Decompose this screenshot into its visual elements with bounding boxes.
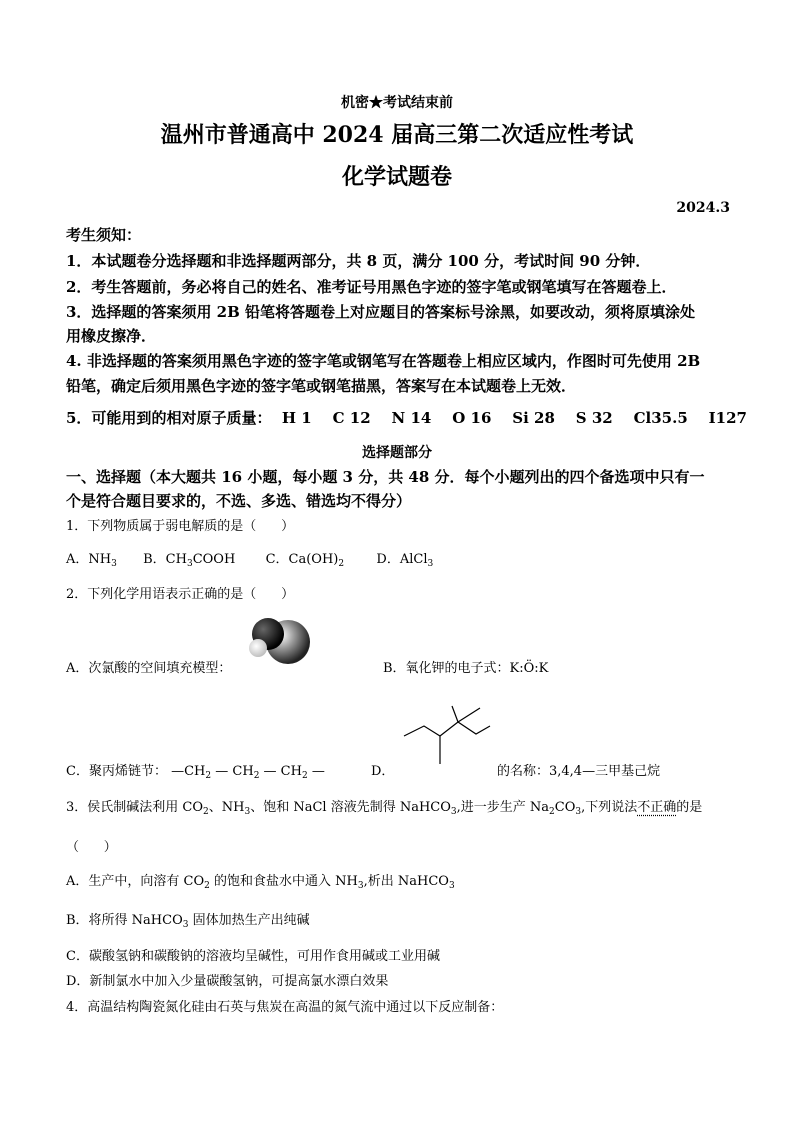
q1-option-c: C．$Ca(OH)_2$ bbox=[265, 552, 345, 569]
q1-option-a: A．$NH_3$ bbox=[66, 552, 117, 569]
notice-item-5: 5．可能用到的相对原子质量： H 1 C 12 N 14 O 16 Si 28 S 32 Cl35.5 I127 bbox=[66, 409, 747, 427]
notice-heading: 考生须知： bbox=[66, 226, 142, 244]
q2-stem: 2．下列化学用语表示正确的是（ ） bbox=[66, 587, 295, 602]
confidential-label: 机密★考试结束前 bbox=[341, 95, 453, 111]
q3-paren: （ ） bbox=[66, 840, 117, 855]
section-title: 选择题部分 bbox=[362, 445, 432, 461]
q2-option-d: D． bbox=[371, 764, 395, 779]
notice-item-1: 1．本试题卷分选择题和非选择题两部分，共 8 页，满分 100 分，考试时间 90 分钟． bbox=[66, 252, 651, 270]
q3-stem: 3．侯氏制碱法利用 $CO_2$、$NH_3$、饱和 NaCl 溶液先制得 NaHCO$_3$,进一步生产 $Na_2CO_3$,下列说法不正确的是 bbox=[66, 800, 703, 817]
q1-option-b: B．$CH_3COOH$ bbox=[143, 552, 236, 569]
section-intro-1: 一、选择题（本大题共 16 小题，每小题 3 分，共 48 分．每个小题列出的四个备选项中只有一 bbox=[66, 468, 705, 486]
skeletal-formula bbox=[398, 700, 498, 770]
exam-subtitle: 化学试题卷 bbox=[341, 164, 452, 190]
notice-item-4-cont: 铅笔，确定后须用黑色字迹的签字笔或钢笔描黑，答案写在本试题卷上无效． bbox=[66, 377, 577, 395]
exam-date: 2024.3 bbox=[676, 200, 730, 216]
section-intro-2: 个是符合题目要求的，不选、多选、错选均不得分） bbox=[66, 492, 412, 510]
notice-item-4: 4. 非选择题的答案须用黑色字迹的签字笔或钢笔写在答题卷上相应区域内，作图时可先使用 2B bbox=[66, 352, 701, 370]
notice-item-2: 2．考生答题前，务必将自己的姓名、准考证号用黑色字迹的签字笔或钢笔填写在答题卷上． bbox=[66, 278, 677, 296]
hclo-space-filling-model bbox=[244, 612, 316, 668]
polypropylene-unit: $—CH_2$ — $CH_2$ — $CH_2$ — bbox=[171, 764, 325, 781]
q2-option-d-name: 的名称：3,4,4—三甲基己烷 bbox=[497, 764, 661, 779]
q2-option-b: B．氧化钾的电子式：K:Ö:K bbox=[383, 661, 549, 676]
notice-item-3-cont: 用橡皮擦净． bbox=[66, 327, 157, 345]
q1-option-d: D．AlCl$_3$ bbox=[376, 552, 434, 569]
q3-option-c: C．碳酸氢钠和碳酸钠的溶液均呈碱性，可用作食用碱或工业用碱 bbox=[66, 949, 440, 964]
q3-option-a: A．生产中，向溶有 $CO_2$ 的饱和食盐水中通入 $NH_3$,析出 NaHCO$_3$ bbox=[66, 874, 455, 891]
q1-stem: 1．下列物质属于弱电解质的是（ ） bbox=[66, 519, 295, 534]
q2-option-c: C．聚丙烯链节： $—CH_2$ — $CH_2$ — $CH_2$ — bbox=[66, 764, 325, 781]
exam-title: 温州市普通高中 2024 届高三第二次适应性考试 bbox=[160, 122, 634, 148]
q2-option-a: A．次氯酸的空间填充模型： bbox=[66, 661, 232, 676]
q3-option-b: B．将所得 NaHCO$_3$ 固体加热生产出纯碱 bbox=[66, 913, 310, 930]
q4-stem: 4．高温结构陶瓷氮化硅由石英与焦炭在高温的氮气流中通过以下反应制备： bbox=[66, 1000, 504, 1015]
q1-options bbox=[66, 548, 433, 569]
notice-item-3: 3．选择题的答案须用 2B 铅笔将答题卷上对应题目的答案标号涂黑，如要改动，须将原填涂处 bbox=[66, 303, 696, 321]
q3-option-d: D．新制氯水中加入少量碳酸氢钠，可提高氯水漂白效果 bbox=[66, 974, 389, 989]
q3-emphasis: 不正确 bbox=[637, 800, 677, 815]
